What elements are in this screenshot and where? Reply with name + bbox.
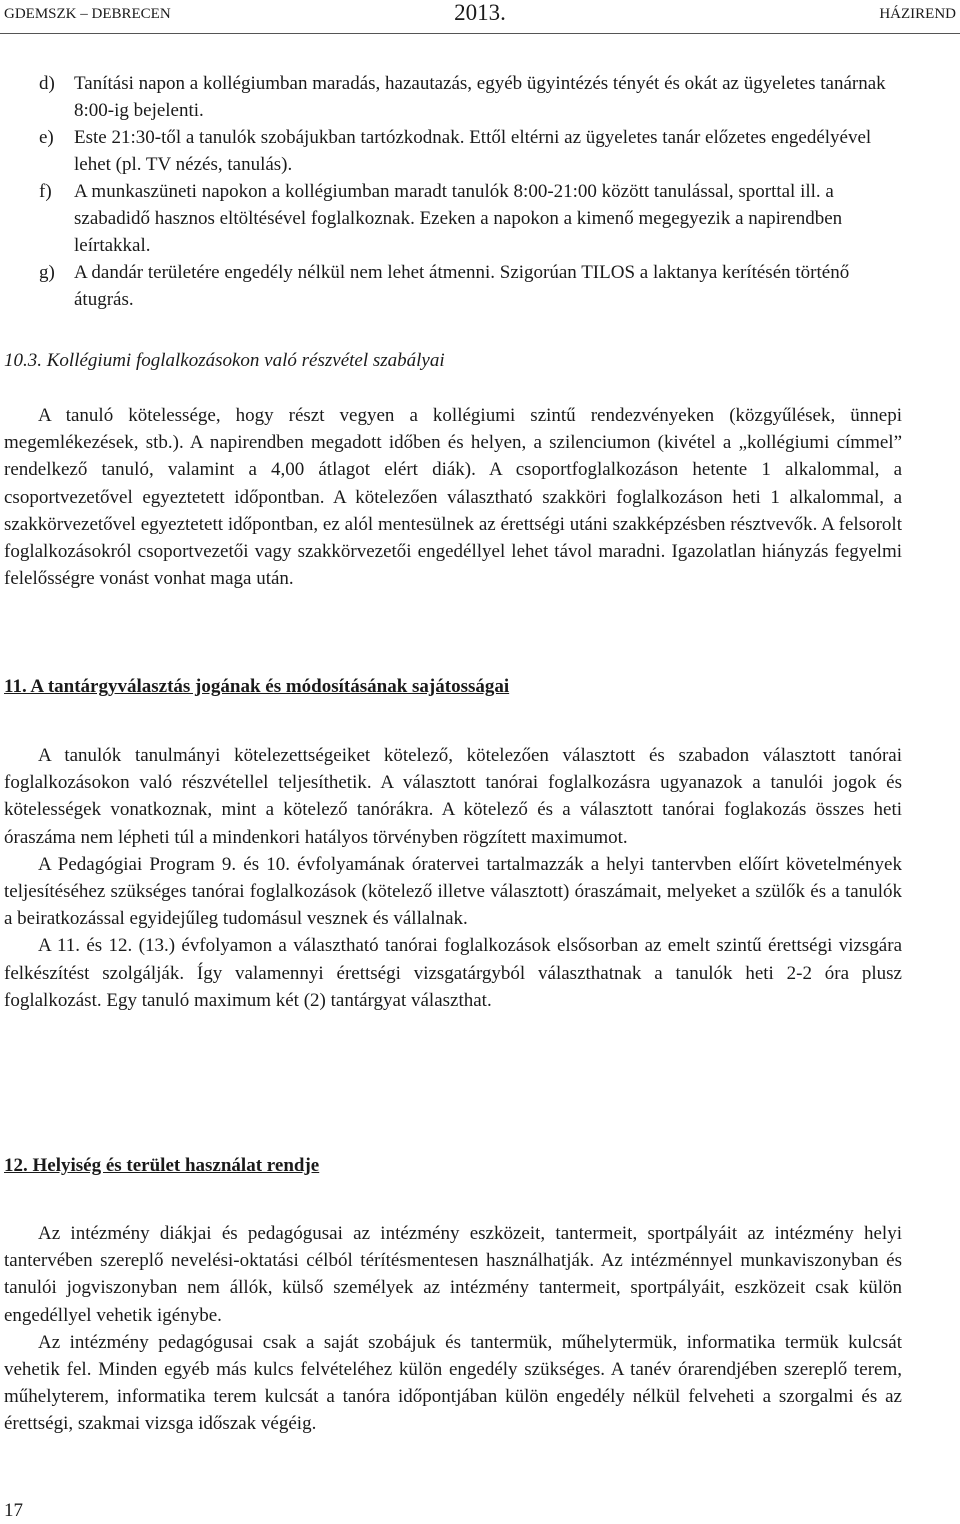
list-item	[0, 259, 902, 313]
section-11-body	[0, 742, 902, 1014]
list-marker: f)	[39, 181, 52, 202]
section-11-heading: 11. A tantárgyválasztás jogának és módosításának sajátosságai	[4, 676, 510, 697]
paragraph: A tanulók tanulmányi kötelezettségeiket kötelező, kötelezően választott és szabadon választott tanórai foglalkozásokon való részvétellel teljesíthetik. A választott tanórai foglalkozásra ugyanazok a tanulói jogok és kötelességek vonatkoznak, mint a kötelező tanórákra. A kötelező és a választott tanórai foglakozás összes heti óraszáma nem lépheti túl a mindenkori hatályos törvényben rögzített maximumot.	[4, 745, 902, 848]
list-item	[0, 178, 902, 259]
paragraph: A tanuló kötelessége, hogy részt vegyen a kollégiumi szintű rendezvényeken (közgyűlések, ünnepi megemlékezések, stb.). A napirendben megadott időben és helyen, a szilenciumon (kivétel a „kollégiumi címmel” rendelkező tanuló, valamint a 4,00 átlagot elért diák). A csoportfoglalkozáson hetente 1 alkalommal, a csoportvezetővel egyeztetett időpontban. A kötelezően választható szakköri foglalkozáson heti 1 alkalommal, a szakkörvezetővel egyeztetett időpontban, ez alól mentesülnek az érettségi utáni szakképzésben résztvevők. A felsorolt foglalkozásokról csoportvezetői vagy szakkörvezetői engedéllyel lehet távol maradni. Igazolatlan hiányzás fegyelmi felelősségre vonást vonhat maga után.	[4, 405, 902, 590]
header-document-title: HÁZIREND	[879, 6, 956, 22]
header-divider	[0, 33, 960, 34]
section-10-3-heading: 10.3. Kollégiumi foglalkozásokon való részvétel szabályai	[4, 350, 445, 371]
list-item	[0, 70, 902, 124]
list-item-text: Este 21:30-től a tanulók szobájukban tartózkodnak. Ettől eltérni az ügyeletes tanár előzetes engedélyével lehet (pl. TV nézés, tanulás).	[74, 127, 872, 175]
list-marker: g)	[39, 262, 55, 283]
page-header	[0, 0, 960, 32]
section-12-body	[0, 1220, 902, 1438]
paragraph: Az intézmény diákjai és pedagógusai az intézmény eszközeit, tantermeit, sportpályáit az intézmény helyi tantervében szereplő nevelési-oktatási célból térítésmentesen használhatják. Az intézménnyel munkaviszonyban és tanulói jogviszonyban nem állók, külső személyek az intézmény tantermeit, sportpályáit, eszközeit csak külön engedéllyel vehetik igénybe.	[4, 1223, 902, 1326]
list-item-text: A munkaszüneti napokon a kollégiumban maradt tanulók 8:00-21:00 között tanulással, sporttal ill. a szabadidő hasznos eltöltésével foglalkoznak. Ezeken a napokon a kimenő megegyezik a napirendben leírtakkal.	[74, 181, 843, 256]
list-marker: d)	[39, 73, 55, 94]
paragraph: Az intézmény pedagógusai csak a saját szobájuk és tantermük, műhelytermük, informatika termük kulcsát vehetik fel. Minden egyéb más kulcs felvételéhez külön engedély szükséges. A tanév órarendjében szereplő terem, műhelyterem, informatika terem kulcsát a tanóra időpontjában külön engedély nélkül felveheti a szorgalmi és az érettségi, szakmai vizsga időszak végéig.	[4, 1331, 902, 1435]
section-10-3-body	[0, 402, 902, 592]
header-year: 2013.	[454, 0, 506, 25]
list-marker: e)	[39, 127, 54, 148]
paragraph: A 11. és 12. (13.) évfolyamon a választható tanórai foglalkozások elsősorban az emelt szintű érettségi vizsgára felkészítést szolgálják. Így valamennyi érettségi vizsgatárgyból választhatnak a tanulók heti 2-2 óra plusz foglalkozást. Egy tanuló maximum két (2) tantárgyat választhat.	[4, 935, 902, 1011]
header-institution: GDEMSZK – DEBRECEN	[4, 6, 171, 22]
page-number: 17	[4, 1500, 23, 1521]
paragraph: A Pedagógiai Program 9. és 10. évfolyamának óratervei tartalmazzák a helyi tantervben előírt követelmények teljesítéséhez szükséges tanórai foglalkozások (kötelező illetve választott) óraszámait, melyeket a szülők és a tanulók a beiratkozással egyidejűleg tudomásul vesznek és vállalnak.	[4, 853, 902, 930]
list-item-text: A dandár területére engedély nélkül nem lehet átmenni. Szigorúan TILOS a laktanya kerítésén történő átugrás.	[74, 262, 850, 310]
list-item-text: Tanítási napon a kollégiumban maradás, hazautazás, egyéb ügyintézés tényét és okát az ügyeletes tanárnak 8:00-ig bejelenti.	[74, 73, 886, 121]
rules-list	[0, 70, 902, 313]
section-12-heading: 12. Helyiség és terület használat rendje	[4, 1155, 320, 1176]
list-item	[0, 124, 902, 178]
